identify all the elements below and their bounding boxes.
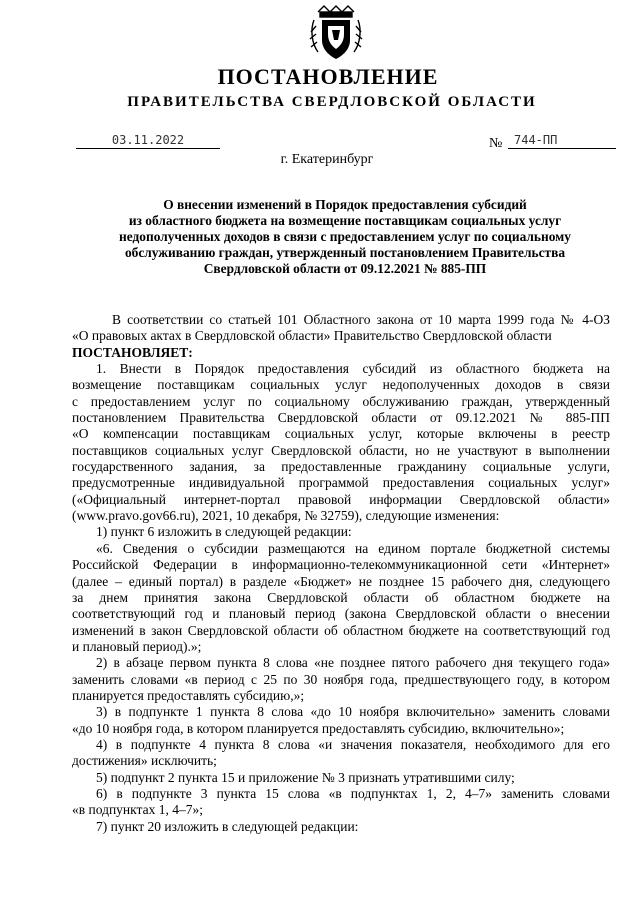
- body-line: 2) в абзаце первом пункта 8 слова «не позднее пятого рабочего дня текущего года»: [96, 655, 610, 671]
- body-line: 6) в подпункте 3 пункта 15 слова «в подпунктах 1, 2, 4–7» заменить словами: [96, 785, 610, 801]
- body-line: постановлением Правительства Свердловской области от 09.12.2021 № 885-ПП: [72, 410, 610, 426]
- body-line: 4) в подпункте 4 пункта 8 слова «и значения показателя, необходимого для его: [96, 736, 610, 752]
- document-number: 744-ПП: [508, 133, 616, 149]
- body-line: достижения» исключить;: [72, 753, 217, 769]
- body-line: ПОСТАНОВЛЯЕТ:: [72, 344, 193, 360]
- body-line: 1) пункт 6 изложить в следующей редакции:: [96, 524, 352, 540]
- body-line: 1. Внести в Порядок предоставления субсидий из областного бюджета на: [96, 361, 610, 377]
- heading-line: Свердловской области от 09.12.2021 № 885-ПП: [203, 261, 487, 276]
- heading-line: из областного бюджета на возмещение поставщикам социальных услуг: [128, 213, 562, 228]
- document-city: г. Екатеринбург: [280, 152, 374, 167]
- body-line: «6. Сведения о субсидии размещаются на едином портале бюджетной системы: [96, 540, 610, 556]
- body-line: «О компенсации поставщикам социальных услуг, которые включены в реестр: [72, 426, 610, 442]
- body-line: 7) пункт 20 изложить в следующей редакции:: [96, 818, 359, 834]
- body-line: с предоставлением услуг по социальному обслуживанию граждан, утвержденный: [72, 393, 610, 409]
- body-line: соответствующий год и плановый период (закона Свердловской области о внесении: [72, 606, 610, 622]
- document-body: [72, 312, 610, 835]
- heading-line: обслуживанию граждан, утвержденный постановлением Правительства: [124, 245, 566, 260]
- body-line: поставщиков социальных услуг Свердловской области, но не участвуют в выполнении: [72, 442, 610, 458]
- body-line: предусмотренные индивидуальной программой предоставления социальных услуг»: [72, 475, 610, 491]
- body-line: изменений в закон Свердловской области об областном бюджете на соответствующий год: [72, 622, 610, 638]
- body-line: заменить словами «в период с 25 по 30 ноября года, предшествующего году, в котором: [72, 671, 610, 687]
- body-line: государственного задания, за предоставленные гражданину социальные услуги,: [72, 459, 610, 475]
- body-line: (далее – единый портал) в разделе «Бюджет» не позднее 15 рабочего дня, следующего: [72, 573, 610, 589]
- coat-of-arms-icon: [308, 4, 364, 62]
- body-line: за днем принятия закона Свердловской области об областном бюджете на: [72, 589, 610, 605]
- document-heading: [80, 197, 610, 277]
- document-subtitle: ПРАВИТЕЛЬСТВА СВЕРДЛОВСКОЙ ОБЛАСТИ: [127, 94, 537, 110]
- body-line: (www.pravo.gov66.ru), 2021, 10 декабря, № 32759), следующие изменения:: [72, 508, 500, 524]
- body-line: («Официальный интернет-портал правовой информации Свердловской области»: [72, 491, 610, 507]
- body-line: «в подпунктах 1, 4–7»;: [72, 802, 203, 818]
- heading-line: недополученных доходов в связи с предоставлением услуг по социальному: [119, 229, 571, 244]
- body-line: 5) подпункт 2 пункта 15 и приложение № 3 признать утратившими силу;: [96, 769, 515, 785]
- body-line: «до 10 ноября года, в котором планируется предоставлять субсидию, включительно»;: [72, 720, 565, 736]
- body-line: планируется предоставлять субсидию,»;: [72, 687, 305, 703]
- document-date: 03.11.2022: [76, 133, 220, 149]
- body-line: «О правовых актах в Свердловской области» Правительство Свердловской области: [72, 328, 552, 344]
- body-line: Российской Федерации в информационно-телекоммуникационной сети «Интернет»: [72, 557, 610, 573]
- body-line: В соответствии со статьей 101 Областного закона от 10 марта 1999 года № 4-ОЗ: [112, 312, 610, 327]
- body-line: 3) в подпункте 1 пункта 8 слова «до 10 ноября включительно» заменить словами: [96, 704, 610, 720]
- document-title: ПОСТАНОВЛЕНИЕ: [217, 64, 439, 89]
- body-line: и плановый период).»;: [72, 638, 202, 654]
- number-label: №: [489, 136, 503, 151]
- body-line: возмещение поставщикам социальных услуг недополученных доходов в связи: [72, 377, 610, 393]
- heading-line: О внесении изменений в Порядок предоставления субсидий: [163, 197, 527, 212]
